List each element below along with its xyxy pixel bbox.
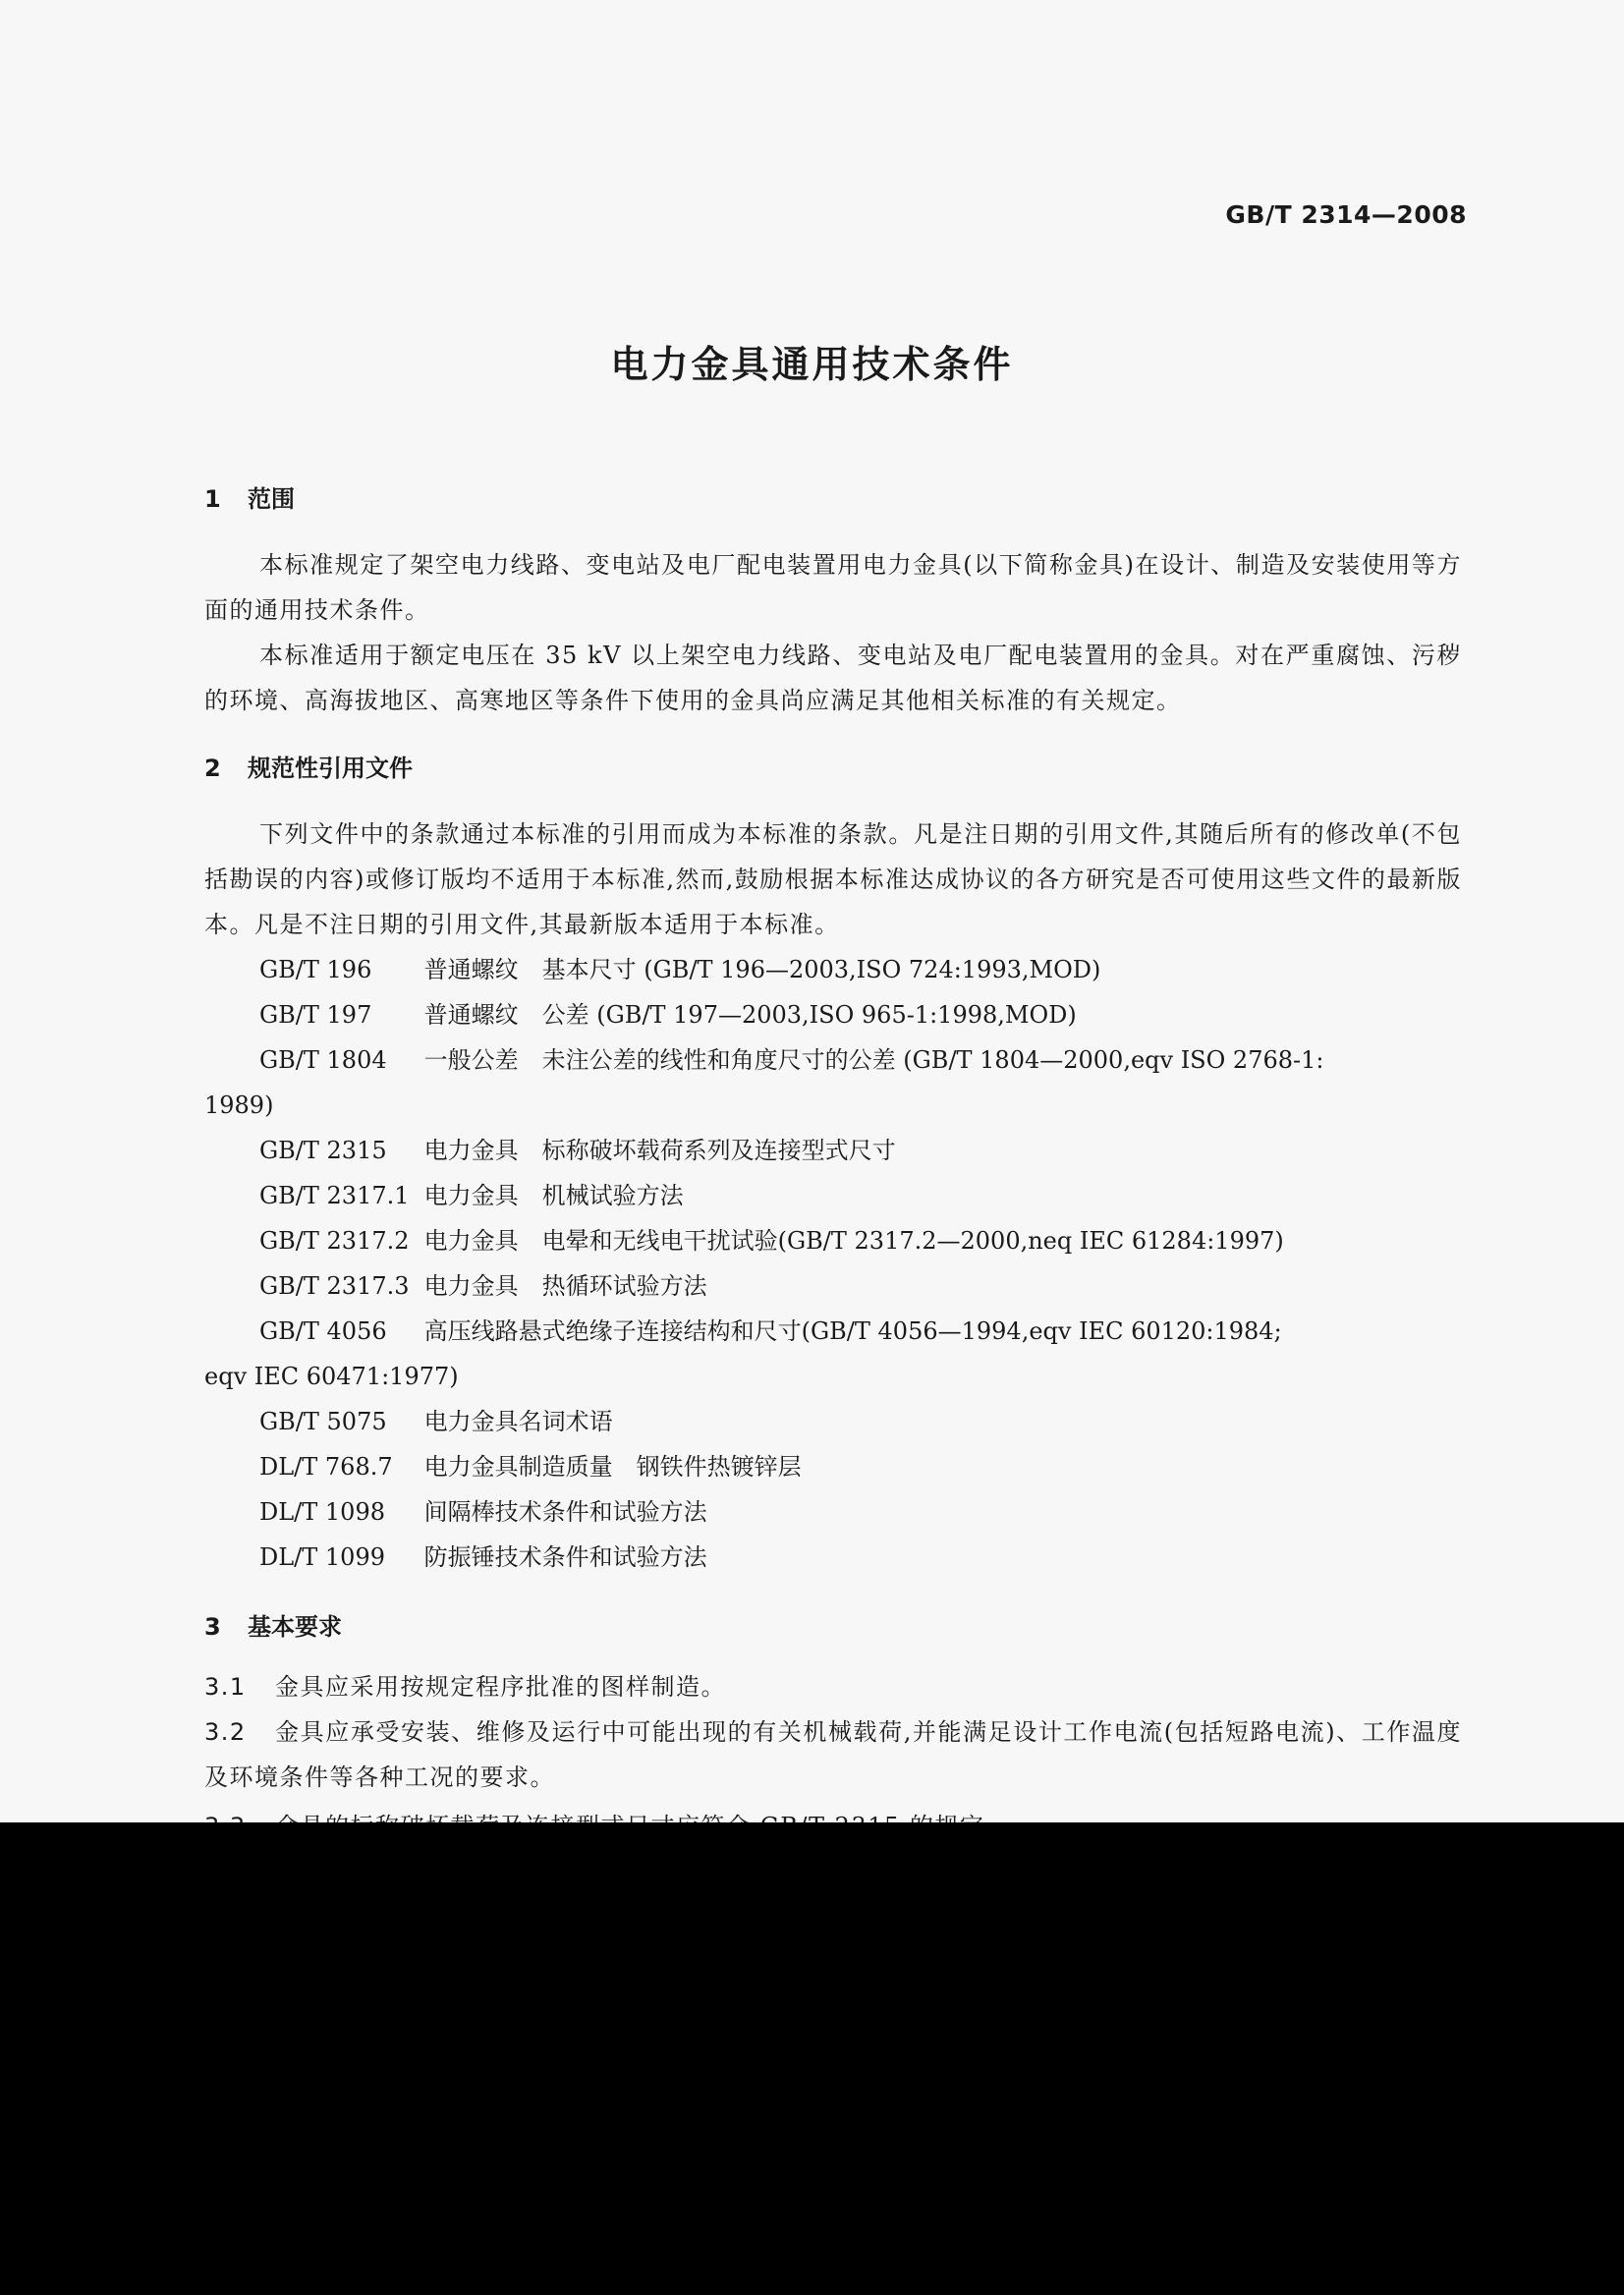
section-3-heading <box>204 1607 342 1642</box>
reference-continuation: eqv IEC 60471:1977) <box>204 1363 459 1390</box>
reference-code: GB/T 2317.2 <box>259 1227 410 1255</box>
clause-number: 3.2 <box>204 1718 247 1746</box>
reference-text: 一般公差 未注公差的线性和角度尺寸的公差 (GB/T 1804—2000,eqv ISO 2768-1: <box>423 1046 1324 1074</box>
clause-3-2 <box>204 1709 1462 1800</box>
reference-text: 普通螺纹 基本尺寸 (GB/T 196—2003,ISO 724:1993,MOD) <box>423 956 1101 983</box>
reference-text: 普通螺纹 公差 (GB/T 197—2003,ISO 965-1:1998,MOD) <box>423 1001 1077 1029</box>
reference-text: 电力金具 标称破坏载荷系列及连接型式尺寸 <box>423 1137 896 1164</box>
section-title: 规范性引用文件 <box>248 755 413 782</box>
reference-text: 高压线路悬式绝缘子连接结构和尺寸(GB/T 4056—1994,eqv IEC 60120:1984; <box>423 1317 1282 1345</box>
clause-text: 金具应承受安装、维修及运行中可能出现的有关机械载荷,并能满足设计工作电流(包括短路电流)、工作温度及环境条件等各种工况的要求。 <box>204 1718 1462 1791</box>
section-number: 3 <box>204 1613 221 1641</box>
page-title: 电力金具通用技术条件 <box>610 343 1014 386</box>
section-1-heading <box>204 479 295 514</box>
section-number: 1 <box>204 485 221 513</box>
clause-number: 3.1 <box>204 1673 247 1701</box>
reference-code: GB/T 4056 <box>259 1317 387 1345</box>
standard-code: GB/T 2314—2008 <box>1225 200 1467 229</box>
reference-code: GB/T 1804 <box>259 1046 387 1074</box>
reference-item <box>204 1128 1462 1173</box>
reference-text: 电力金具 机械试验方法 <box>423 1182 684 1209</box>
reference-text: 电力金具制造质量 钢铁件热镀锌层 <box>423 1453 802 1481</box>
reference-code: DL/T 768.7 <box>259 1453 393 1481</box>
reference-text: 电力金具 电晕和无线电干扰试验(GB/T 2317.2—2000,neq IEC 61284:1997) <box>423 1227 1284 1255</box>
reference-continuation: 1989) <box>204 1092 274 1119</box>
section-number: 2 <box>204 755 221 782</box>
reference-item <box>204 1535 1462 1580</box>
reference-code: GB/T 5075 <box>259 1408 387 1435</box>
reference-item <box>204 992 1462 1037</box>
section-2-heading <box>204 749 413 783</box>
reference-code: GB/T 196 <box>259 956 372 983</box>
clause-text: 金具应采用按规定程序批准的图样制造。 <box>275 1673 726 1701</box>
section-1-paragraph-1: 本标准规定了架空电力线路、变电站及电厂配电装置用电力金具(以下简称金具)在设计、制造及安装使用等方面的通用技术条件。 <box>204 551 1462 624</box>
reference-text: 防振锤技术条件和试验方法 <box>423 1543 707 1571</box>
reference-item <box>204 1173 1462 1218</box>
scan-black-area <box>0 1822 1624 2295</box>
reference-item <box>204 1037 1462 1083</box>
reference-item <box>204 1399 1462 1444</box>
reference-code: GB/T 2315 <box>259 1137 387 1164</box>
reference-code: DL/T 1099 <box>259 1543 385 1571</box>
section-title: 范围 <box>248 485 295 513</box>
reference-item <box>204 1309 1462 1354</box>
reference-code: DL/T 1098 <box>259 1498 385 1526</box>
reference-code: GB/T 197 <box>259 1001 372 1029</box>
clause-3-1 <box>204 1664 1462 1709</box>
reference-text: 电力金具 热循环试验方法 <box>423 1272 707 1300</box>
reference-text: 电力金具名词术语 <box>423 1408 613 1435</box>
reference-item <box>204 1263 1462 1309</box>
section-2-intro: 下列文件中的条款通过本标准的引用而成为本标准的条款。凡是注日期的引用文件,其随后所有的修改单(不包括勘误的内容)或修订版均不适用于本标准,然而,鼓励根据本标准达成协议的各方研究是否可使用这些文件的最新版本。凡是不注日期的引用文件,其最新版本适用于本标准。 <box>204 820 1462 938</box>
reference-item <box>204 947 1462 992</box>
reference-item <box>204 1218 1462 1263</box>
reference-code: GB/T 2317.1 <box>259 1182 410 1209</box>
reference-text: 间隔棒技术条件和试验方法 <box>423 1498 707 1526</box>
reference-code: GB/T 2317.3 <box>259 1272 410 1300</box>
section-title: 基本要求 <box>248 1613 342 1641</box>
reference-item <box>204 1444 1462 1489</box>
section-1-paragraph-2: 本标准适用于额定电压在 35 kV 以上架空电力线路、变电站及电厂配电装置用的金具。对在严重腐蚀、污秽的环境、高海拔地区、高寒地区等条件下使用的金具尚应满足其他相关标准的有关规定。 <box>204 642 1462 714</box>
reference-item <box>204 1489 1462 1535</box>
